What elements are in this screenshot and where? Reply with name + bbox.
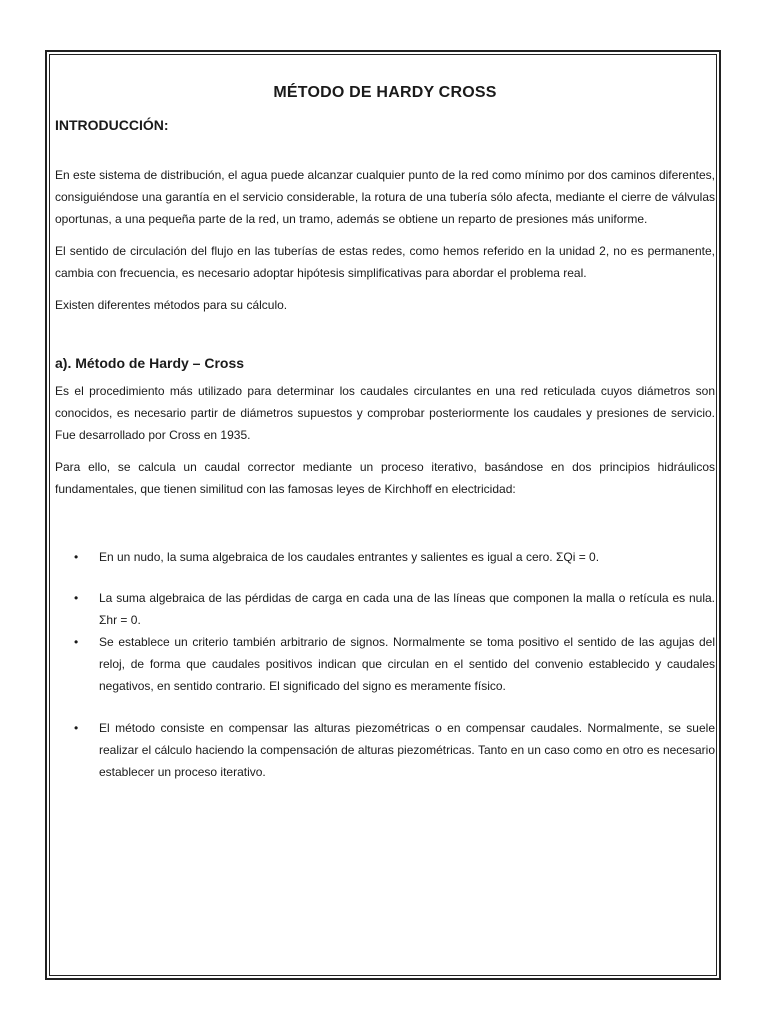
bullet-icon: • — [74, 721, 79, 735]
method-heading: a). Método de Hardy – Cross — [55, 355, 245, 371]
list-item-text: Se establece un criterio también arbitrario de signos. Normalmente se toma positivo el sentido de las agujas del reloj, de forma que caudales positivos indican que circulan en el sentido del convenio establecido y caudales negativos, en sentido contrario. El significado del signo es meramente físico. — [99, 635, 715, 693]
list-item — [55, 587, 715, 631]
list-item — [55, 631, 715, 697]
document-title: MÉTODO DE HARDY CROSS — [273, 84, 497, 101]
list-item-text: En un nudo, la suma algebraica de los caudales entrantes y salientes es igual a cero. ΣQi = 0. — [99, 550, 600, 564]
method-paragraph-2: Para ello, se calcula un caudal corrector mediante un proceso iterativo, basándose en dos principios hidráulicos fundamentales, que tienen similitud con las famosas leyes de Kirchhoff en electricidad: — [55, 460, 715, 496]
principles-list — [55, 546, 715, 783]
method-paragraph-1: Es el procedimiento más utilizado para determinar los caudales circulantes en una red reticulada cuyos diámetros son conocidos, es necesario partir de diámetros supuestos y comprobar posteriormente los caudales y presiones de servicio. Fue desarrollado por Cross en 1935. — [55, 384, 715, 442]
document-body — [55, 84, 715, 783]
intro-paragraph-2: El sentido de circulación del flujo en las tuberías de estas redes, como hemos referido en la unidad 2, no es permanente, cambia con frecuencia, es necesario adoptar hipótesis simplificativas para abordar el problema real. — [55, 244, 715, 280]
intro-paragraph-3: Existen diferentes métodos para su cálculo. — [55, 298, 288, 312]
bullet-icon: • — [74, 635, 79, 649]
list-item-text: El método consiste en compensar las alturas piezométricas o en compensar caudales. Normalmente, se suele realizar el cálculo haciendo la compensación de alturas piezométricas. Tanto en un caso como en otro es necesario establecer un proceso iterativo. — [99, 721, 715, 779]
list-item — [55, 546, 715, 568]
intro-paragraph-1: En este sistema de distribución, el agua puede alcanzar cualquier punto de la red como mínimo por dos caminos diferentes, consiguiéndose una garantía en el servicio considerable, la rotura de una tubería sólo afecta, mediante el cierre de válvulas oportunas, a una pequeña parte de la red, un tramo, además se obtiene un reparto de presiones más uniforme. — [55, 168, 715, 226]
bullet-icon: • — [74, 550, 79, 564]
bullet-icon: • — [74, 591, 79, 605]
intro-heading: INTRODUCCIÓN: — [55, 117, 169, 133]
list-item-text: La suma algebraica de las pérdidas de carga en cada una de las líneas que componen la malla o retícula es nula. Σhr = 0. — [99, 591, 715, 627]
list-item — [55, 717, 715, 783]
